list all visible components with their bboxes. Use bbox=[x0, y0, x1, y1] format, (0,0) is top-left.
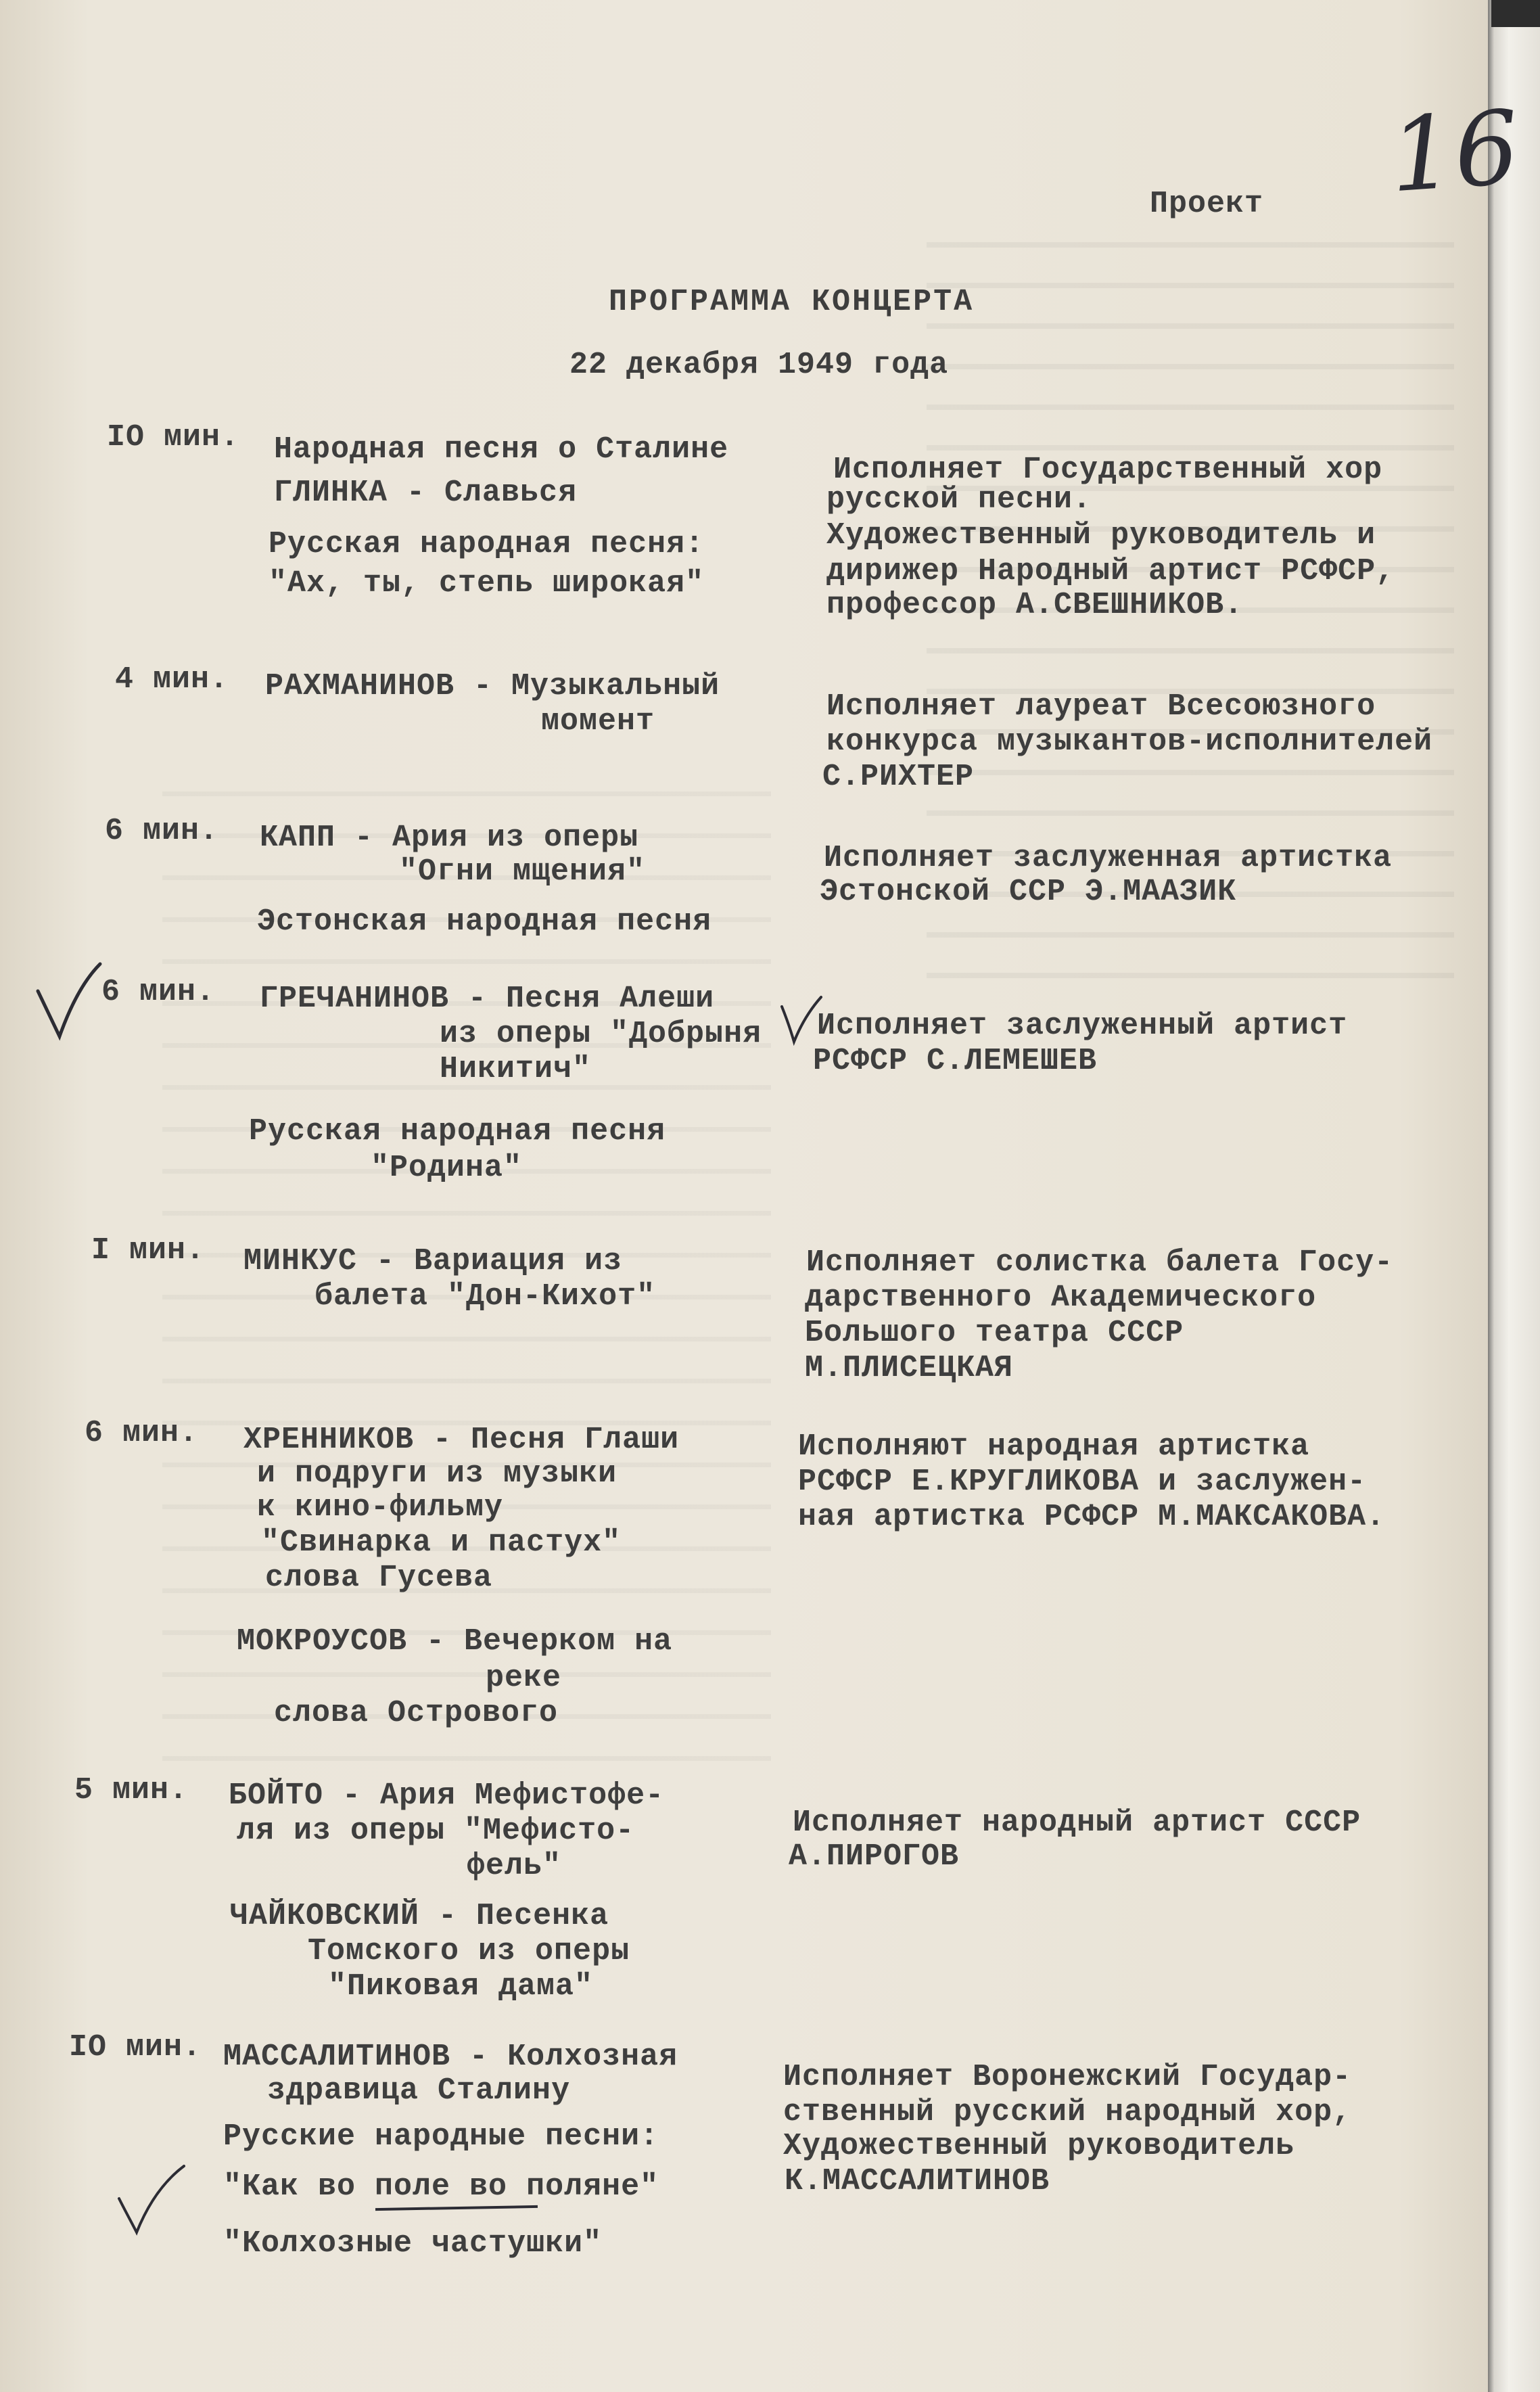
checkmark-icon bbox=[115, 2163, 189, 2238]
piece-line: ЧАЙКОВСКИЙ - Песенка bbox=[230, 1899, 609, 1933]
performer-line: Исполняет Государственный хор bbox=[833, 453, 1383, 487]
piece-line: "Свинарка и пастух" bbox=[261, 1525, 622, 1560]
performer-line: Исполняет солистка балета Госу- bbox=[806, 1245, 1394, 1280]
checkmark-icon bbox=[778, 994, 825, 1049]
piece-line: МОКРОУСОВ - Вечерком на bbox=[237, 1624, 673, 1659]
performer-line: М.ПЛИСЕЦКАЯ bbox=[805, 1351, 1014, 1385]
performer-line: русской песни. bbox=[826, 482, 1092, 517]
piece-line: слова Острового bbox=[274, 1696, 559, 1730]
piece-line: фель" bbox=[467, 1849, 562, 1883]
piece-line: здравица Сталину bbox=[267, 2073, 571, 2108]
performer-line: конкурса музыкантов-исполнителей bbox=[826, 724, 1433, 759]
performer-line: А.ПИРОГОВ bbox=[789, 1839, 960, 1874]
performer-line: Исполняет лауреат Всесоюзного bbox=[826, 689, 1376, 724]
piece-line: слова Гусева bbox=[265, 1561, 493, 1595]
duration: I мин. bbox=[91, 1233, 206, 1268]
piece-line: момент bbox=[541, 704, 655, 739]
page-number-handwritten: 16 bbox=[1386, 89, 1523, 216]
piece-line: Никитич" bbox=[440, 1052, 592, 1086]
piece-line: Эстонская народная песня bbox=[257, 904, 712, 939]
piece-line: "Пиковая дама" bbox=[328, 1969, 594, 2004]
piece-line: МАССАЛИТИНОВ - Колхозная bbox=[223, 2040, 678, 2074]
performer-line: дарственного Академического bbox=[805, 1281, 1317, 1315]
piece-line: РАХМАНИНОВ - Музыкальный bbox=[265, 669, 720, 704]
performer-line: РСФСР С.ЛЕМЕШЕВ bbox=[813, 1044, 1098, 1078]
performer-line: Большого театра СССР bbox=[805, 1316, 1184, 1350]
piece-line: ГЛИНКА - Славься bbox=[274, 476, 578, 510]
performer-line: ственный русский народный хор, bbox=[783, 2095, 1352, 2130]
scan-corner bbox=[1491, 0, 1540, 27]
performer-line: К.МАССАЛИТИНОВ bbox=[785, 2164, 1050, 2199]
program-title: ПРОГРАММА КОНЦЕРТА bbox=[609, 285, 975, 319]
piece-line: "Колхозные частушки" bbox=[223, 2226, 603, 2261]
performer-line: С.РИХТЕР bbox=[822, 760, 975, 794]
piece-line: балета "Дон-Кихот" bbox=[314, 1279, 656, 1314]
concert-date: 22 декабря 1949 года bbox=[569, 348, 949, 382]
piece-line: "Огни мщения" bbox=[399, 854, 646, 889]
duration: 4 мин. bbox=[115, 662, 229, 697]
performer-line: Исполняет заслуженный артист bbox=[817, 1009, 1348, 1043]
piece-line: к кино-фильму bbox=[257, 1490, 504, 1525]
piece-line: ля из оперы "Мефисто- bbox=[237, 1814, 635, 1848]
piece-line: из оперы "Добрыня bbox=[440, 1017, 762, 1051]
piece-line: "Родина" bbox=[371, 1151, 523, 1185]
duration: 6 мин. bbox=[85, 1416, 199, 1450]
piece-line: Русская народная песня: bbox=[269, 527, 705, 561]
performer-line: Художественный руководитель и bbox=[826, 518, 1376, 553]
duration: 6 мин. bbox=[101, 975, 216, 1009]
piece-line: Томского из оперы bbox=[308, 1934, 630, 1969]
draft-label: Проект bbox=[1150, 187, 1264, 221]
performer-line: Исполняет заслуженная артистка bbox=[824, 841, 1393, 875]
piece-line: и подруги из музыки bbox=[257, 1456, 617, 1491]
performer-line: дирижер Народный артист РСФСР, bbox=[826, 554, 1395, 589]
performer-line: РСФСР Е.КРУГЛИКОВА и заслужен- bbox=[798, 1465, 1367, 1499]
piece-line: "Как во поле во поляне" bbox=[223, 2169, 659, 2204]
duration: IO мин. bbox=[107, 420, 240, 455]
piece-line: Народная песня о Сталине bbox=[274, 432, 729, 467]
piece-line: БОЙТО - Ария Мефистофе- bbox=[229, 1778, 665, 1813]
page-edge-shadow bbox=[1488, 0, 1540, 2392]
performer-line: ная артистка РСФСР М.МАКСАКОВА. bbox=[798, 1500, 1386, 1534]
piece-line: Русские народные песни: bbox=[223, 2119, 659, 2154]
piece-line: КАПП - Ария из оперы bbox=[260, 821, 639, 855]
duration: 5 мин. bbox=[74, 1773, 189, 1808]
piece-line: ГРЕЧАНИНОВ - Песня Алеши bbox=[260, 982, 715, 1016]
checkmark-icon bbox=[32, 961, 107, 1042]
duration: 6 мин. bbox=[105, 814, 219, 848]
piece-line: ХРЕННИКОВ - Песня Глаши bbox=[243, 1423, 680, 1457]
performer-line: профессор А.СВЕШНИКОВ. bbox=[826, 588, 1244, 622]
duration: IO мин. bbox=[69, 2030, 202, 2065]
performer-line: Исполняет народный артист СССР bbox=[793, 1806, 1361, 1840]
performer-line: Художественный руководитель bbox=[783, 2129, 1295, 2163]
piece-line: "Ах, ты, степь широкая" bbox=[269, 566, 705, 601]
performer-line: Исполняет Воронежский Государ- bbox=[783, 2060, 1352, 2094]
piece-line: Русская народная песня bbox=[249, 1114, 666, 1149]
performer-line: Исполняют народная артистка bbox=[798, 1429, 1310, 1464]
performer-line: Эстонской ССР Э.МААЗИК bbox=[820, 875, 1237, 909]
piece-line: МИНКУС - Вариация из bbox=[243, 1244, 623, 1279]
piece-line: реке bbox=[486, 1661, 562, 1695]
